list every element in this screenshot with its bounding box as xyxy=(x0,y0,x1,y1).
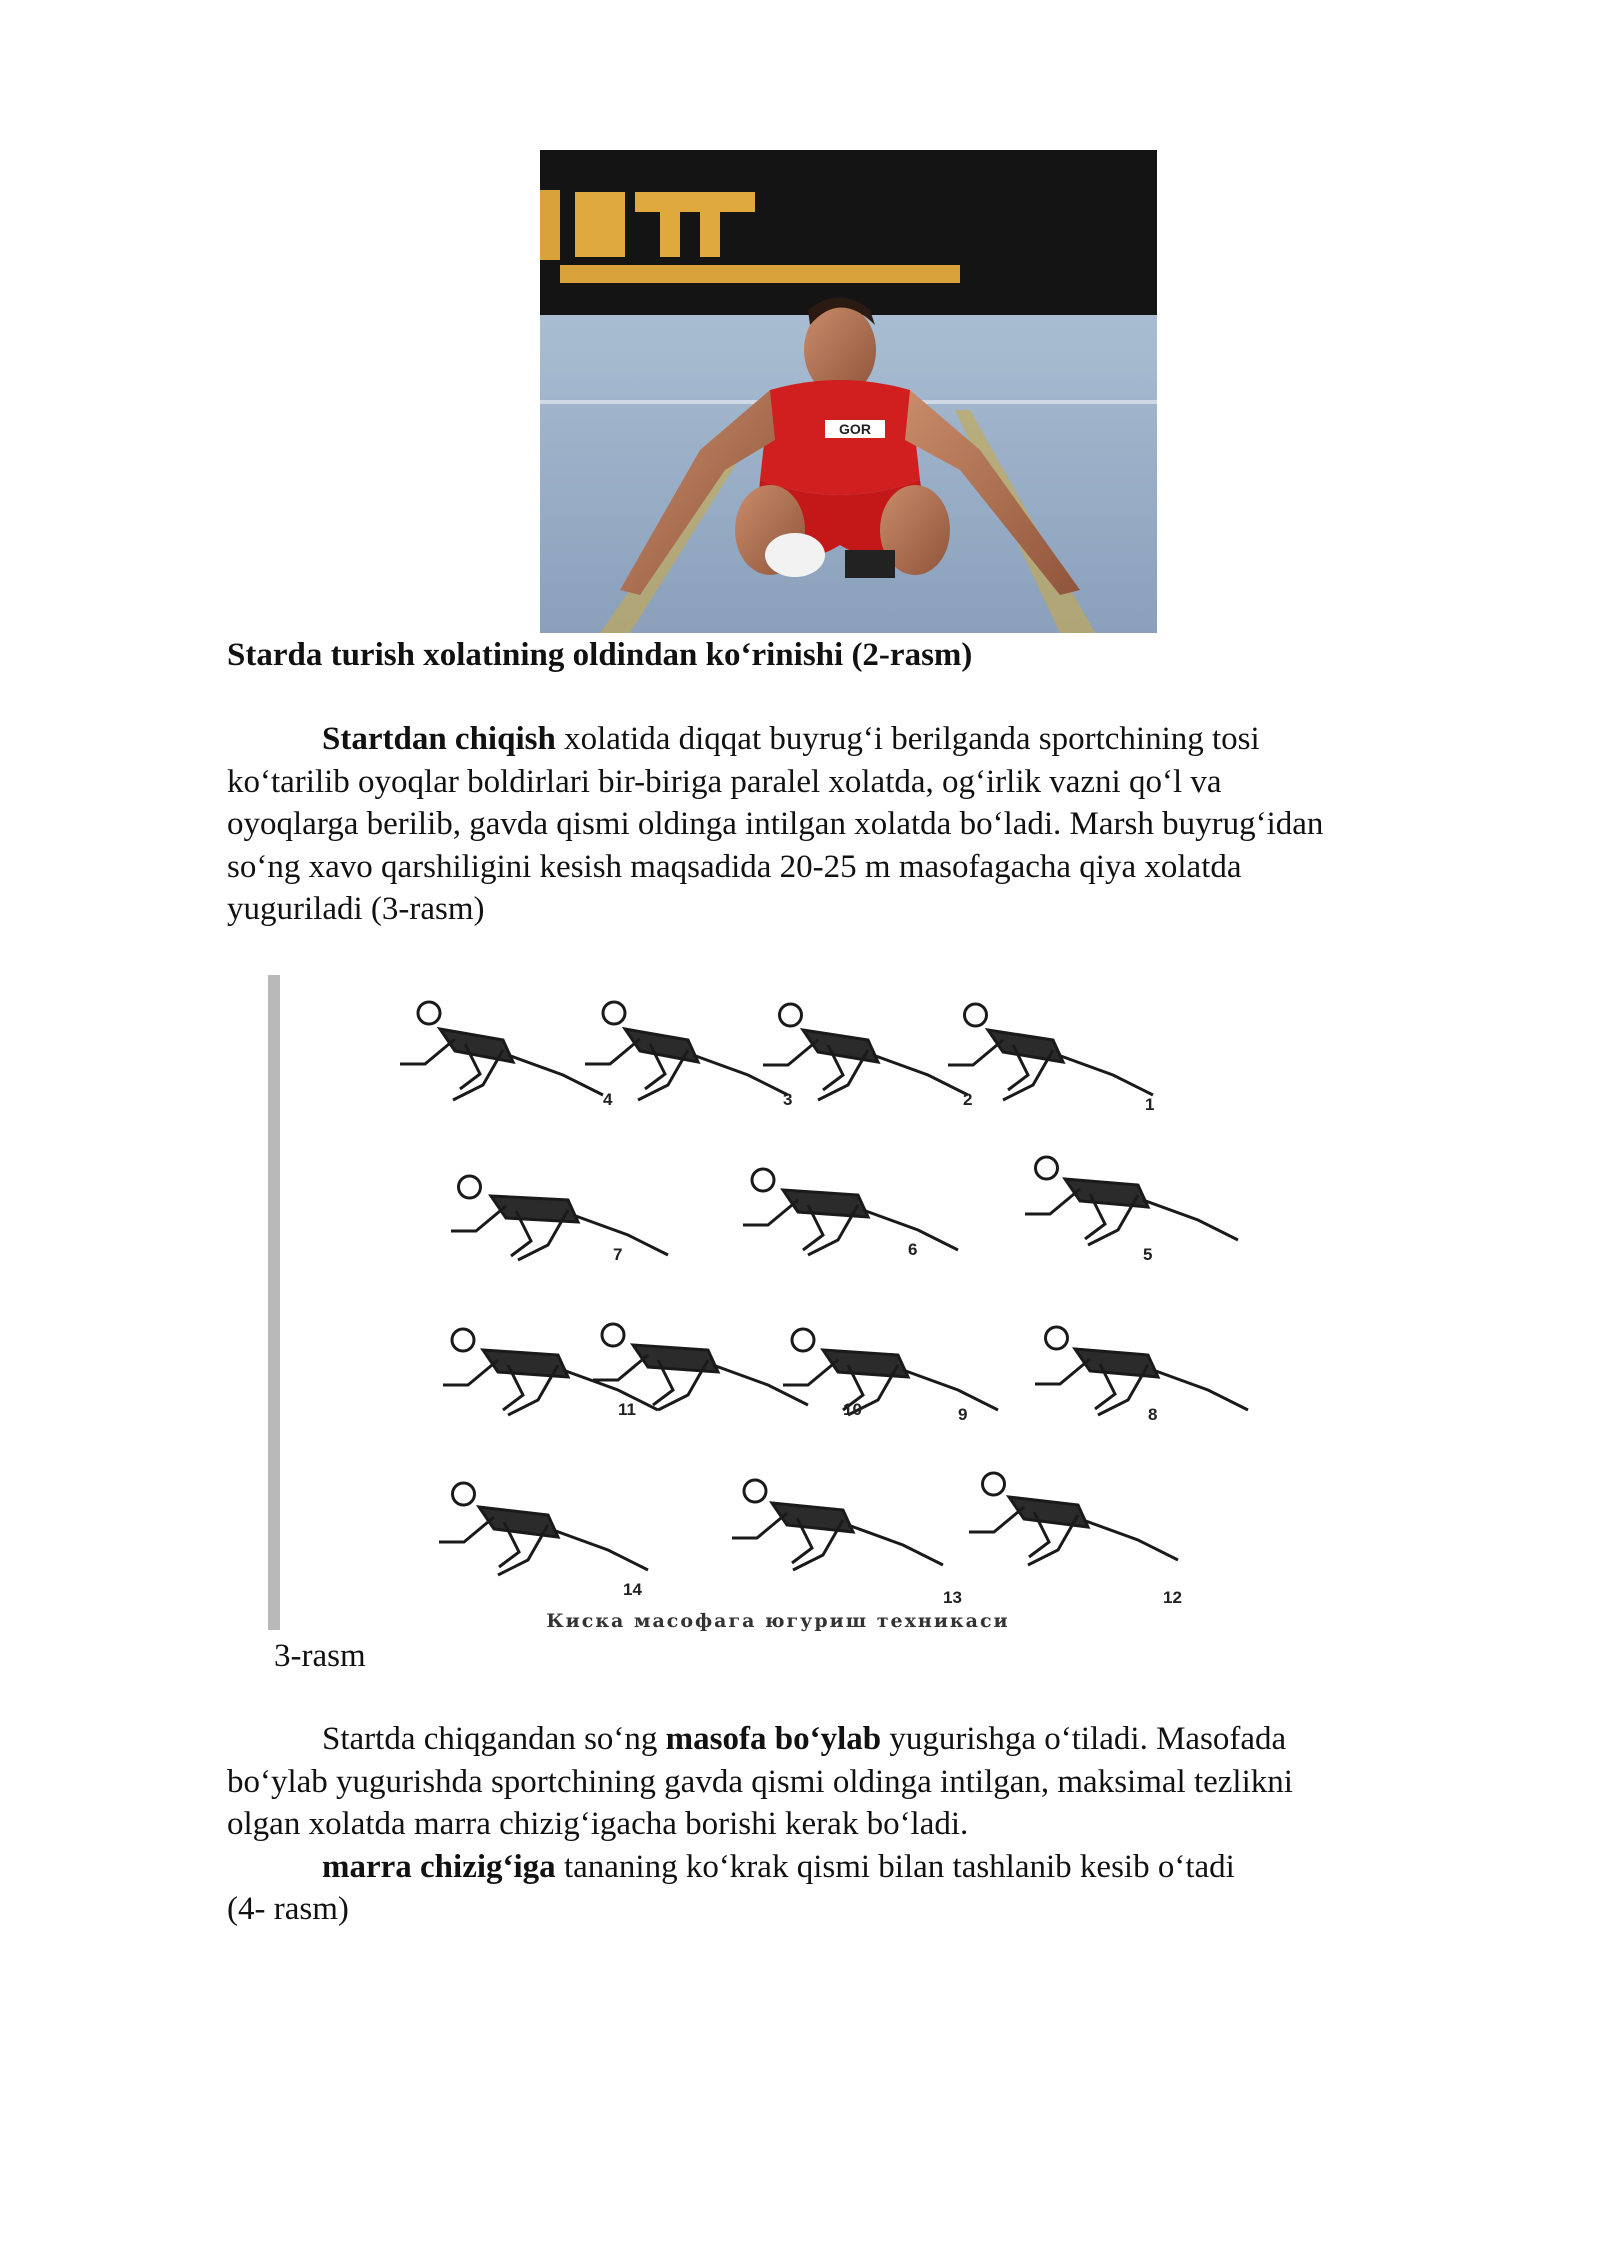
running-technique-figure xyxy=(268,975,1298,1635)
paragraph-line: so‘ng xavo qarshiligini kesish maqsadida 20-25 m masofagacha qiya xolatda xyxy=(227,848,1242,885)
scan-edge xyxy=(268,975,280,1630)
stage-number: 11 xyxy=(618,1400,636,1419)
text-run: yugurishga o‘tiladi. Masofada xyxy=(881,1721,1287,1757)
stage-number: 5 xyxy=(1143,1245,1153,1264)
bold-term: Startdan chiqish xyxy=(322,721,556,757)
paragraph-line: bo‘ylab yugurishda sportchining gavda qismi oldinga intilgan, maksimal tezlikni xyxy=(227,1763,1293,1800)
stage-number: 3 xyxy=(783,1090,793,1109)
stage-number: 10 xyxy=(843,1400,862,1419)
bold-term: masofa bo‘ylab xyxy=(665,1721,882,1757)
figure-label: 3-rasm xyxy=(274,1638,366,1674)
stage-number: 14 xyxy=(623,1580,642,1599)
sprinter-start-photo xyxy=(540,150,1157,633)
paragraph-start-exit xyxy=(227,718,1487,931)
paragraph-line: olgan xolatda marra chizig‘igacha borishi kerak bo‘ladi. xyxy=(227,1806,969,1842)
paragraph-line: (4- rasm) xyxy=(227,1891,349,1927)
paragraph-line: ko‘tarilib oyoqlar boldirlari bir-biriga paralel xolatda, og‘irlik vazni qo‘l va xyxy=(227,763,1222,800)
paragraph-line xyxy=(227,1718,1487,1761)
photo-caption: Starda turish xolatining oldindan ko‘rinishi (2-rasm) xyxy=(227,637,973,673)
bib-number: GOR xyxy=(839,421,871,437)
stage-number: 2 xyxy=(963,1090,973,1109)
stage-number: 12 xyxy=(1163,1588,1182,1607)
stage-number: 8 xyxy=(1148,1405,1158,1424)
paragraph-line xyxy=(227,1846,1487,1889)
bold-term: marra chizig‘iga xyxy=(322,1848,556,1885)
stage-number: 13 xyxy=(943,1588,962,1607)
stage-number: 4 xyxy=(603,1090,613,1109)
paragraph-line xyxy=(227,718,1487,761)
stage-number: 9 xyxy=(958,1405,968,1424)
stage-number: 6 xyxy=(908,1240,918,1259)
stage-number: 1 xyxy=(1145,1095,1155,1114)
text-run: xolatida diqqat buyrug‘i berilganda sportchining tosi xyxy=(555,721,1260,757)
paragraph-distance xyxy=(227,1718,1487,1931)
paragraph-line: oyoqlarga berilib, gavda qismi oldinga intilgan xolatda bo‘ladi. Marsh buyrug‘idan xyxy=(227,806,1324,842)
text-run: Startda chiqgandan so‘ng xyxy=(322,1721,666,1757)
text-run: tananing ko‘krak qismi bilan tashlanib kesib o‘tadi xyxy=(555,1848,1235,1885)
paragraph-line: yuguriladi (3-rasm) xyxy=(227,891,485,927)
figure-caption: Киска масофага югуриш техникаси xyxy=(546,1610,1010,1632)
stage-number: 7 xyxy=(613,1245,623,1264)
